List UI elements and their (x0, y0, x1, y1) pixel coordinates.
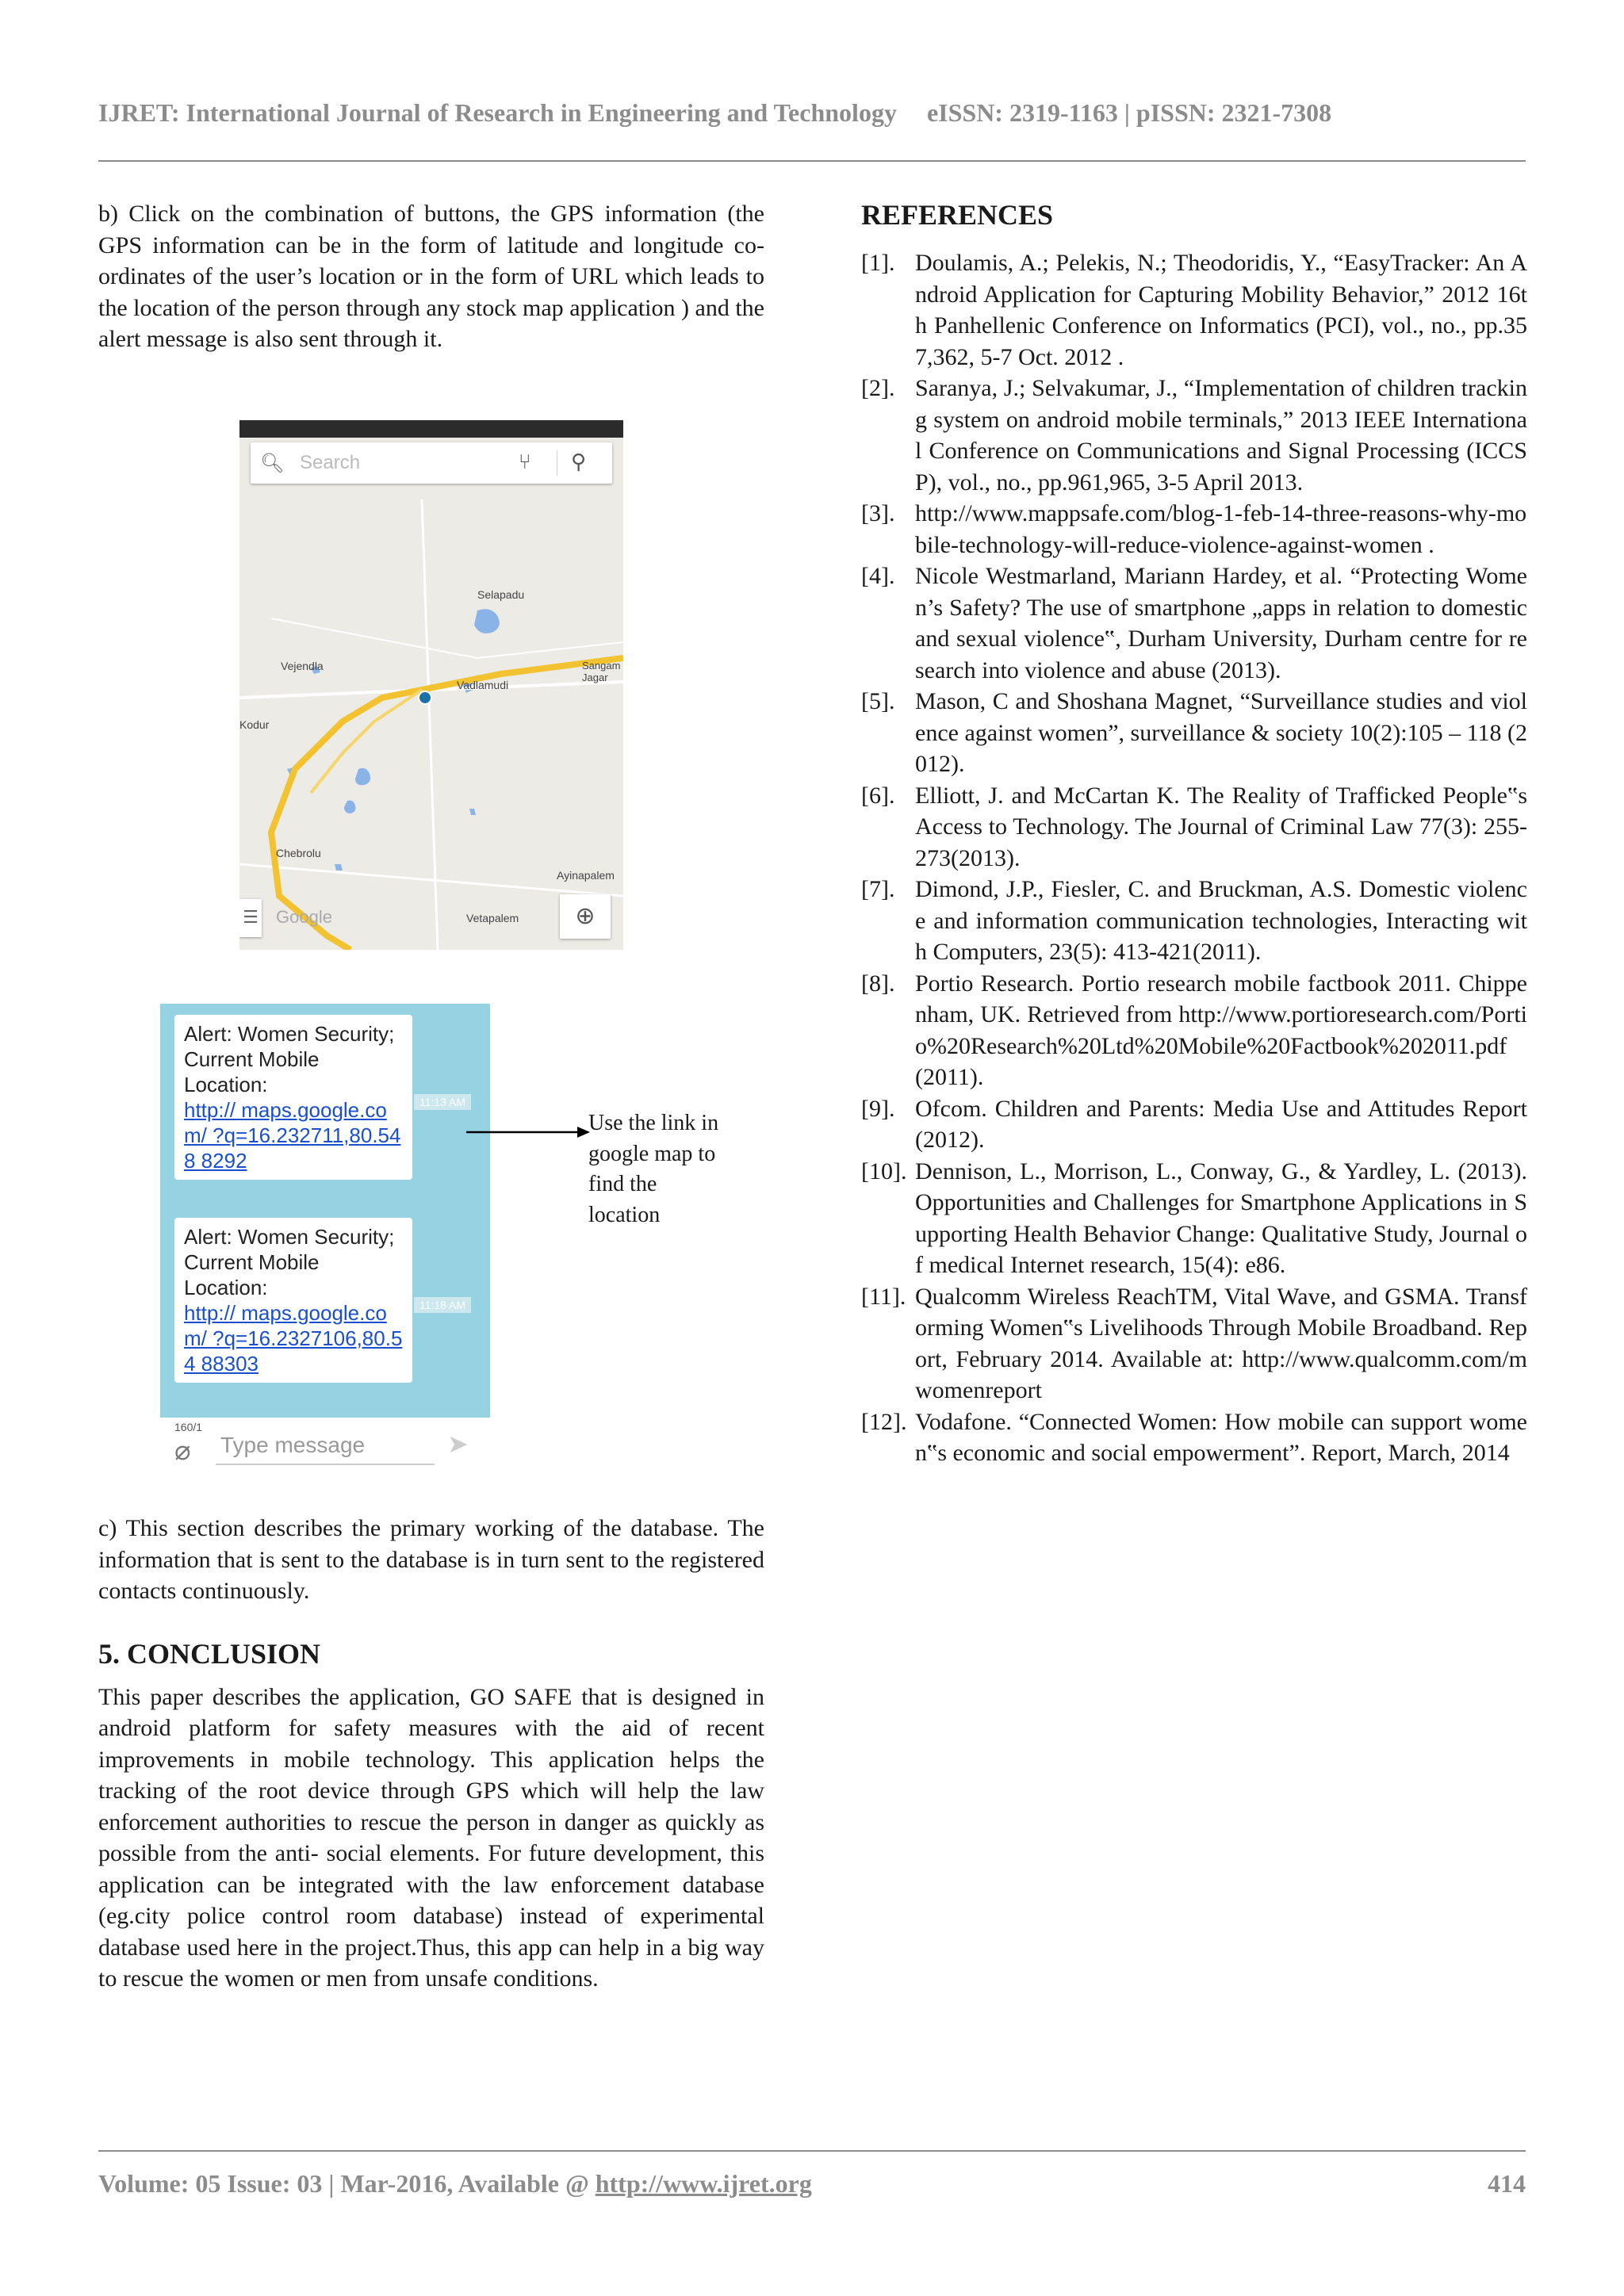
reference-text: Doulamis, A.; Pelekis, N.; Theodoridis, Y., “EasyTracker: An Android Application for Capturing Mobility Behavior,” 2012 16th Panhellenic Conference on Informatics (PCI), vol., no., pp.357,362, 5-7 Oct. 2012 . (915, 250, 1527, 370)
footer-rule (98, 2150, 1526, 2152)
place-label: Ayinapalem (557, 869, 615, 882)
map-screenshot (239, 420, 623, 950)
water-body (335, 864, 343, 871)
running-header (98, 98, 1526, 128)
reference-text: Dennison, L., Morrison, L., Conway, G., & Yardley, L. (2013).Opportunities and Challenges for Smartphone Applications in Supporting Health Behavior Change: Qualitative Study, Journal of medical Internet research, 15(4): e86. (915, 1158, 1527, 1278)
my-location-icon[interactable]: ⊕ (560, 894, 611, 939)
reference-number: [12]. (861, 1408, 907, 1435)
left-column (98, 198, 764, 355)
map-search-placeholder: Search (300, 452, 361, 473)
sms-message-link[interactable]: http:// maps.google.com/ ?q=16.232711,80.548 8292 (184, 1098, 401, 1173)
sms-message-text: Alert: Women Security; Current Mobile Location: (184, 1225, 395, 1299)
sms-message (174, 1218, 412, 1383)
sms-message (174, 1015, 412, 1180)
footer-url-link[interactable]: http://www.ijret.org (595, 2169, 812, 2198)
sms-message-input[interactable]: Type message (216, 1425, 435, 1465)
map-brand-logo: Google (276, 907, 332, 927)
water-body (355, 768, 370, 785)
water-body (469, 809, 476, 815)
left-column-lower (98, 1513, 764, 1995)
reference-number: [3]. (861, 500, 895, 526)
reference-text: Ofcom. Children and Parents: Media Use and Attitudes Report (2012). (915, 1095, 1527, 1153)
send-icon[interactable]: ➤ (447, 1429, 469, 1459)
reference-item (861, 968, 1527, 1093)
references-section (861, 198, 1527, 1469)
sms-timestamp: 11:18 AM (414, 1297, 471, 1313)
place-label: Sangam Jagar (582, 660, 621, 683)
reference-text: Saranya, J.; Selvakumar, J., “Implementation of children tracking system on android mobile terminals,” 2013 IEEE International Conference on Communications and Signal Processing (ICCSP), vol., no., pp.961,965, 3-5 April 2013. (915, 375, 1527, 496)
journal-title: IJRET: International Journal of Research in Engineering and Technology (98, 98, 897, 127)
sms-char-count: 160/1 (174, 1421, 203, 1433)
reference-number: [9]. (861, 1095, 895, 1122)
reference-item (861, 1281, 1527, 1406)
reference-item (861, 874, 1527, 968)
reference-number: [4]. (861, 563, 895, 589)
reference-item (861, 1093, 1527, 1156)
reference-number: [11]. (861, 1283, 906, 1310)
account-icon[interactable]: ⚲ (571, 450, 587, 474)
reference-number: [1]. (861, 250, 895, 276)
place-label: Selapadu (477, 588, 525, 601)
journal-issn: eISSN: 2319-1163 | pISSN: 2321-7308 (926, 98, 1332, 127)
reference-number: [7]. (861, 876, 895, 902)
place-label: Vejendla (281, 660, 324, 672)
water-body (344, 801, 355, 813)
reference-text: Portio Research. Portio research mobile factbook 2011. Chippenham, UK. Retrieved from http://www.portioresearch.com/Portio%20Research%20Ltd%20Mobile%20Factbook%202011.pdf (2011). (915, 970, 1527, 1090)
reference-text: Qualcomm Wireless ReachTM, Vital Wave, and GSMA. Transforming Women‟s Livelihoods Through Mobile Broadband. Report, February 2014. Available at: http://www.qualcomm.com/mwomenreport (915, 1283, 1527, 1403)
place-label: Vetapalem (466, 912, 519, 924)
header-rule (98, 160, 1526, 162)
reference-number: [8]. (861, 970, 895, 997)
reference-item (861, 686, 1527, 780)
attach-icon[interactable]: ⌀ (174, 1435, 191, 1467)
reference-number: [2]. (861, 375, 895, 401)
reference-text[interactable]: http://www.mappsafe.com/blog-1-feb-14-three-reasons-why-mobile-technology-will-reduce-violence-against-women . (915, 500, 1527, 558)
map-search-bar[interactable] (251, 442, 612, 484)
reference-text: Dimond, J.P., Fiesler, C. and Bruckman, A.S. Domestic violence and information communication technologies, Interacting with Computers, 23(5): 413-421(2011). (915, 876, 1527, 965)
minor-road (271, 618, 623, 658)
paragraph-c: c) This section describes the primary working of the database. The information that is sent to the database is in turn sent to the registered contacts continuously. (98, 1515, 764, 1604)
reference-number: [10]. (861, 1158, 907, 1184)
conclusion-text: This paper describes the application, GO SAFE that is designed in android platform for safety measures with the aid of recent improvements in mobile technology. This application helps the tracking of the root device through GPS which will help the law enforcement authorities to rescue the person in danger as quickly as possible from the anti- social elements. For future development, this application can be integrated with the law enforcement database (eg.city police control room database) instead of experimental database used here in the project.Thus, this app can help in a big way to rescue the women or men from unsafe conditions. (98, 1683, 764, 1992)
phone-status-bar (239, 420, 623, 438)
reference-number: [5]. (861, 688, 895, 714)
sms-compose-bar (160, 1418, 490, 1475)
reference-text: Elliott, J. and McCartan K. The Reality of Trafficked People‟s Access to Technology. The Journal of Criminal Law 77(3): 255-273(2013). (915, 782, 1527, 871)
place-label: Vadlamudi (457, 679, 509, 691)
paragraph-b: b) Click on the combination of buttons, the GPS information (the GPS information can be in the form of latitude and longitude co-ordinates of the user’s location or in the form of URL which leads to the location of the person through any stock map application ) and the alert message is also sent through it. (98, 201, 764, 352)
reference-item (861, 247, 1527, 373)
menu-icon[interactable]: ☰ (239, 899, 262, 937)
location-marker (419, 691, 431, 704)
page-number: 414 (1488, 2169, 1526, 2198)
references-heading: REFERENCES (861, 199, 1054, 231)
reference-text: Mason, C and Shoshana Magnet, “Surveillance studies and violence against women”, surveillance & society 10(2):105 – 118 (2012). (915, 688, 1527, 777)
place-label: Chebrolu (276, 847, 321, 859)
place-label: Kodur (239, 718, 270, 731)
reference-item (861, 1406, 1527, 1469)
sms-message-link[interactable]: http:// maps.google.com/ ?q=16.2327106,80.54 88303 (184, 1301, 403, 1376)
reference-text: Vodafone. “Connected Women: How mobile can support women‟s economic and social empowerment”. Report, March, 2014 (915, 1408, 1527, 1466)
sms-message-text: Alert: Women Security; Current Mobile Location: (184, 1022, 395, 1096)
reference-item (861, 1156, 1527, 1281)
conclusion-heading: 5. CONCLUSION (98, 1637, 321, 1670)
figure-annotation: Use the link in google map to find the location (588, 1111, 719, 1227)
reference-number: [6]. (861, 782, 895, 809)
directions-icon[interactable]: ⑂ (519, 450, 531, 474)
running-footer (98, 2169, 1526, 2198)
reference-item (861, 780, 1527, 874)
footer-volume: Volume: 05 Issue: 03 | Mar-2016, Available @ (98, 2169, 596, 2198)
reference-item (861, 373, 1527, 498)
reference-item (861, 561, 1527, 686)
minor-road (422, 499, 438, 950)
reference-text: Nicole Westmarland, Mariann Hardey, et al. “Protecting Women’s Safety? The use of smartphone „apps in relation to domestic and sexual violence‟, Durham University, Durham centre for research into violence and abuse (2013). (915, 563, 1527, 683)
reference-item (861, 498, 1527, 561)
sms-timestamp: 11:13 AM (414, 1094, 471, 1110)
sms-screenshot (160, 1004, 490, 1475)
annotation-arrow (466, 1124, 593, 1140)
search-icon[interactable]: 🔍︎ (260, 452, 285, 474)
water-body (474, 609, 500, 633)
